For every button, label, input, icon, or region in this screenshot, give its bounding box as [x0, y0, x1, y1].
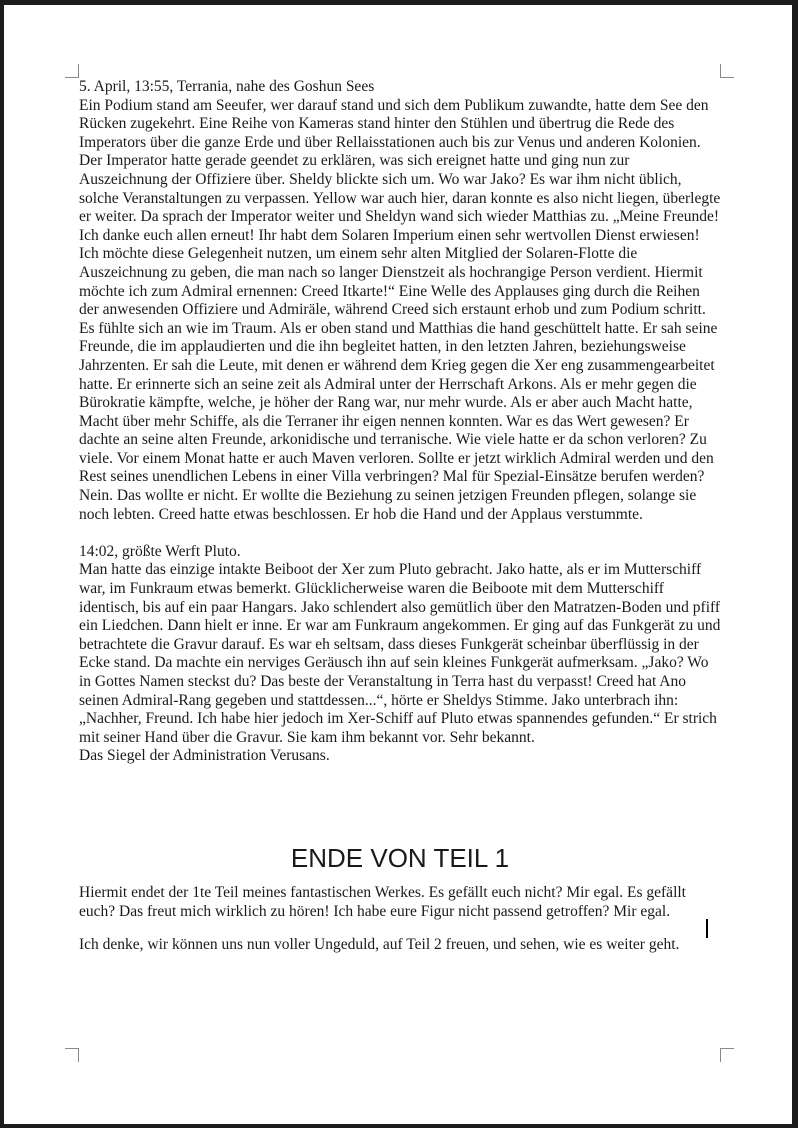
text-boundary-mark-bottom-right [720, 1048, 734, 1062]
paragraph-scene1-header[interactable]: 5. April, 13:55, Terrania, nahe des Goshun Sees [79, 78, 375, 95]
text-boundary-mark-top-left [65, 64, 79, 78]
empty-paragraph[interactable] [79, 524, 721, 543]
text-boundary-mark-bottom-left [65, 1048, 79, 1062]
paragraph-scene2-header[interactable]: 14:02, größte Werft Pluto. [79, 542, 241, 560]
paragraph-outro-1[interactable]: Hiermit endet der 1te Teil meines fantastischen Werkes. Es gefällt euch nicht? Mir egal. Es gefällt euch? Das freut mich wirklich zu hören! Ich habe eure Figur nicht passend getroffen? Mir egal. [79, 883, 686, 920]
document-text-area[interactable] [79, 78, 721, 954]
paragraph-scene1-body[interactable]: Ein Podium stand am Seeufer, wer darauf stand und sich dem Publikum zuwandte, hatte dem See den Rücken zugekehrt. Eine Reihe von Kameras stand hinter den Stühlen und übertrug die Rede des Imperators über die ganze Erde und über Rellaisstationen auch bis zur Venus und anderen Kolonien. Der Imperator hatte gerade geendet zu erklären, was sich ereignet hatte und ging nun zur Auszeichnung der Offiziere über. Sheldy blickte sich um. Wo war Jako? Es war ihm nicht üblich, solche Veranstaltungen zu verpassen. Yellow war auch hier, daran konnte es also nicht liegen, überlegte er weiter. Da sprach der Imperator weiter und Sheldyn wand sich wieder Matthias zu. „Meine Freunde! Ich danke euch allen erneut! Ihr habt dem Solaren Imperium einen sehr wertvollen Dienst erwiesen! Ich möchte diese Gelegenheit nutzen, um einem sehr alten Mitglied der Solaren-Flotte die Auszeichnung zu geben, die man nach so langer Dienstzeit als hochrangige Person verdient. Hiermit möchte ich zum Admiral ernennen: Creed Itkarte!“ Eine Welle des Applauses ging durch die Reihen der anwesenden Offiziere und Admiräle, während Creed sich erstaunt erhob und zum Podium schritt. Es fühlte sich an wie im Traum. Als er oben stand und Matthias die hand geschüttelt hatte. Er sah seine Freunde, die im applaudierten und die ihn begleitet hatten, in den letzten Jahren, beziehungsweise Jahrzenten. Er sah die Leute, mit denen er während dem Krieg gegen die Xer eng zusammengearbeitet hatte. Er erinnerte sich an seine zeit als Admiral unter der Herrschaft Arkons. Als er mehr gegen die Bürokratie kämpfte, welche, je höher der Rang war, nur mehr wurde. Als er aber auch Macht hatte, Macht über mehr Schiffe, als die Terraner ihr eigen nennen konnten. War es das Wert gewesen? Er dachte an seine alten Freunde, arkonidische und terranische. Wie viele hatte er da schon verloren? Zu viele. Vor einem Monat hatte er auch Maven verloren. Sollte er jetzt wirklich Admiral werden und den Rest seines unendlichen Lebens in einer Villa verbringen? Mal für Spezial-Einsätze berufen werden? Nein. Das wollte er nicht. Er wollte die Beziehung zu seinen jetzigen Freunden pflegen, solange sie noch lebten. Creed hatte etwas beschlossen. Er hob die Hand und der Applaus verstummte. [79, 96, 721, 523]
empty-space[interactable] [79, 766, 721, 842]
text-cursor [706, 919, 708, 938]
text-boundary-mark-top-right [720, 64, 734, 78]
paragraph-outro-2[interactable]: Ich denke, wir können uns nun voller Ungeduld, auf Teil 2 freuen, und sehen, wie es weiter geht. [79, 935, 680, 953]
paragraph-scene2-body[interactable]: Man hatte das einzige intakte Beiboot der Xer zum Pluto gebracht. Jako hatte, als er im Mutterschiff war, im Funkraum etwas bemerkt. Glücklicherweise waren die Beiboote mit dem Mutterschiff identisch, bis auf ein paar Hangars. Jako schlendert also gemütlich über den Matratzen-Boden und pfiff ein Liedchen. Dann hielt er inne. Er war am Funkraum angekommen. Er ging auf das Funkgerät zu und betrachtete die Gravur darauf. Es war eh seltsam, dass dieses Funkgerät scheinbar überflüssig in der Ecke stand. Da machte ein nerviges Geräusch ihn auf sein kleines Funkgerät aufmerksam. „Jako? Wo in Gottes Namen steckst du? Das beste der Veranstaltung in Terra hast du verpasst! Creed hat Ano seinen Admiral-Rang gegeben und stattdessen...“, hörte er Sheldys Stimme. Jako unterbrach ihn: „Nachher, Freund. Ich habe hier jedoch im Xer-Schiff auf Pluto etwas spannendes gefunden.“ Er strich mit seiner Hand über die Gravur. Sie kam ihm bekannt vor. Sehr bekannt. [79, 561, 721, 746]
paragraph-scene2-closing[interactable]: Das Siegel der Administration Verusans. [79, 747, 330, 765]
document-heading[interactable]: ENDE VON TEIL 1 [290, 842, 510, 873]
